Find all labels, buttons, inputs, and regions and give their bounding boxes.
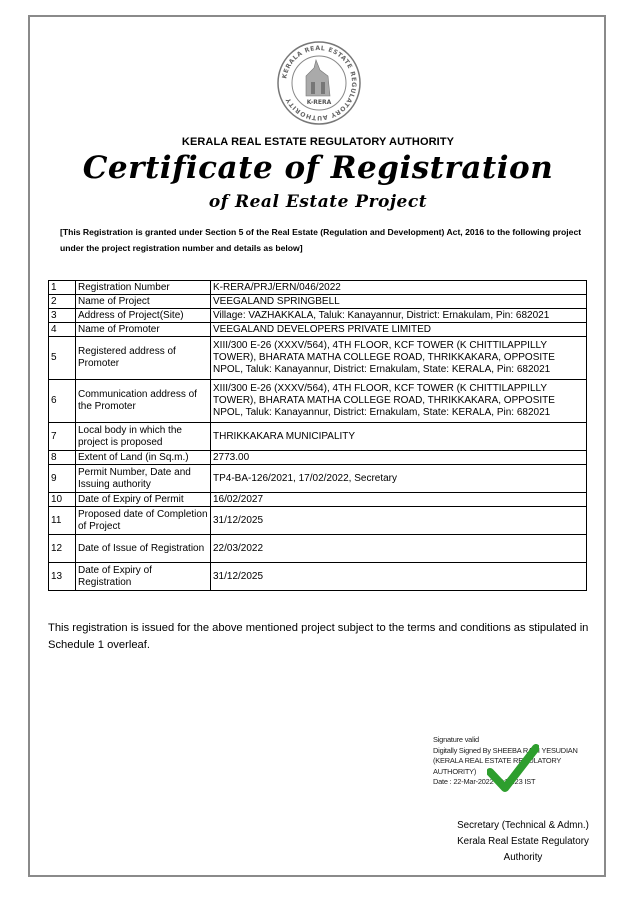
seal-center-text: K-RERA <box>306 99 332 106</box>
signature-status: Signature valid <box>433 735 479 744</box>
certificate-title: Certificate of Registration <box>82 150 554 186</box>
table-row <box>49 323 587 337</box>
row-label: Name of Promoter <box>76 323 211 337</box>
table-row <box>49 309 587 323</box>
table-row <box>49 281 587 295</box>
row-number: 12 <box>49 535 76 563</box>
table-row <box>49 563 587 591</box>
signatory-designation: Secretary (Technical & Admn.) <box>457 820 589 831</box>
row-number: 3 <box>49 309 76 323</box>
table-row <box>49 465 587 493</box>
grant-note: [This Registration is granted under Section 5 of the Real Estate (Regulation and Development) Act, 2016 to the following project under the project registration number and details as below] <box>60 227 582 253</box>
row-label: Registered address of Promoter <box>76 337 211 380</box>
row-value: Village: VAZHAKKALA, Taluk: Kanayannur, District: Ernakulam, Pin: 682021 <box>211 309 587 323</box>
row-number: 9 <box>49 465 76 493</box>
table-row <box>49 507 587 535</box>
signatory-organization: Authority <box>503 852 543 863</box>
row-value: 22/03/2022 <box>211 535 587 563</box>
signature-valid-check-icon <box>487 744 539 794</box>
row-label: Local body in which the project is proposed <box>76 423 211 451</box>
row-value: XIII/300 E-26 (XXXV/564), 4TH FLOOR, KCF TOWER (K CHITTILAPPILLY TOWER), BHARATA MATHA COLLEGE ROAD, THRIKKAKARA, OPPOSITE NPOL, Taluk: Kanayannur, District: Ernakulam, State: KERALA, Pin: 682021 <box>211 337 587 380</box>
row-label: Date of Expiry of Permit <box>76 493 211 507</box>
signatory-block <box>440 818 606 866</box>
row-value: 31/12/2025 <box>211 507 587 535</box>
row-label: Date of Issue of Registration <box>76 535 211 563</box>
table-row <box>49 535 587 563</box>
table-row <box>49 423 587 451</box>
row-label: Extent of Land (in Sq.m.) <box>76 451 211 465</box>
row-number: 11 <box>49 507 76 535</box>
row-value: TP4-BA-126/2021, 17/02/2022, Secretary <box>211 465 587 493</box>
row-number: 7 <box>49 423 76 451</box>
row-label: Date of Expiry of Registration <box>76 563 211 591</box>
row-value: XIII/300 E-26 (XXXV/564), 4TH FLOOR, KCF TOWER (K CHITTILAPPILLY TOWER), BHARATA MATHA COLLEGE ROAD, THRIKKAKARA, OPPOSITE NPOL, Taluk: Kanayannur, District: Ernakulam, State: KERALA, Pin: 682021 <box>211 380 587 423</box>
table-row <box>49 493 587 507</box>
table-row <box>49 337 587 380</box>
row-number: 4 <box>49 323 76 337</box>
row-label: Registration Number <box>76 281 211 295</box>
seal-ring-text: KERALA REAL ESTATE REGULATORY AUTHORITY <box>281 44 358 122</box>
row-label: Address of Project(Site) <box>76 309 211 323</box>
row-number: 6 <box>49 380 76 423</box>
row-number: 13 <box>49 563 76 591</box>
authority-name: KERALA REAL ESTATE REGULATORY AUTHORITY <box>181 136 455 148</box>
row-label: Communication address of the Promoter <box>76 380 211 423</box>
signature-line: (KERALA REAL ESTATE REGULATORY <box>433 756 562 765</box>
signatory-organization: Kerala Real Estate Regulatory <box>457 836 589 847</box>
row-label: Proposed date of Completion of Project <box>76 507 211 535</box>
row-number: 1 <box>49 281 76 295</box>
table-row <box>49 295 587 309</box>
certificate-subtitle: of Real Estate Project <box>208 192 428 212</box>
registration-details-table <box>48 280 587 591</box>
signature-line: AUTHORITY) <box>433 766 477 776</box>
row-value: K-RERA/PRJ/ERN/046/2022 <box>211 281 587 295</box>
terms-note: This registration is issued for the above mentioned project subject to the terms and conditions as stipulated in Schedule 1 overleaf. <box>48 622 589 651</box>
row-value: 16/02/2027 <box>211 493 587 507</box>
row-label: Permit Number, Date and Issuing authority <box>76 465 211 493</box>
row-number: 8 <box>49 451 76 465</box>
table-row <box>49 451 587 465</box>
row-value: THRIKKAKARA MUNICIPALITY <box>211 423 587 451</box>
signature-date: Date : 22-Mar-2022 10:57:23 IST <box>433 777 536 786</box>
table-row <box>49 380 587 423</box>
rera-seal-logo <box>276 40 362 126</box>
row-label: Name of Project <box>76 295 211 309</box>
row-value: VEEGALAND SPRINGBELL <box>211 295 587 309</box>
signature-line: Digitally Signed By SHEEBA RANI YESUDIAN <box>433 745 578 755</box>
row-value: 2773.00 <box>211 451 587 465</box>
row-value: VEEGALAND DEVELOPERS PRIVATE LIMITED <box>211 323 587 337</box>
row-number: 2 <box>49 295 76 309</box>
row-number: 5 <box>49 337 76 380</box>
row-value: 31/12/2025 <box>211 563 587 591</box>
row-number: 10 <box>49 493 76 507</box>
